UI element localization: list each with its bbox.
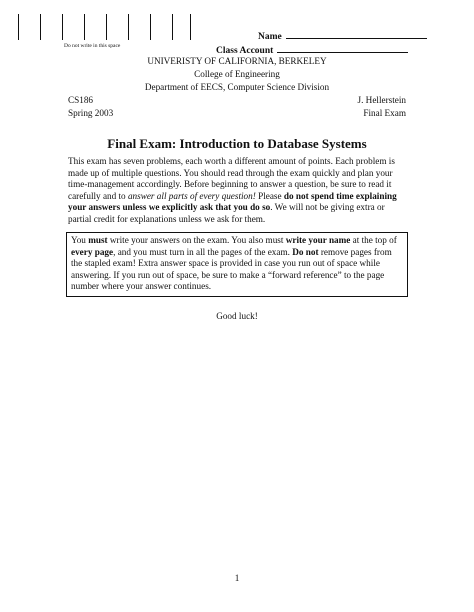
class-account-label: Class Account bbox=[216, 46, 274, 56]
notice-bold: write your name bbox=[285, 235, 351, 245]
intro-bold: do not spend time explaining your answers unless we explicitly ask that you do so bbox=[68, 190, 397, 212]
university-name: UNIVERISTY OF CALIFORNIA, BERKELEY bbox=[147, 56, 327, 66]
closing-text: Good luck! bbox=[216, 311, 258, 321]
tick-mark bbox=[62, 14, 63, 40]
tick-mark bbox=[40, 14, 41, 40]
tick-mark bbox=[18, 14, 19, 40]
college-name: College of Engineering bbox=[194, 69, 280, 79]
instructions-box bbox=[66, 232, 408, 297]
intro-emphasis: answer all parts of every question! bbox=[127, 190, 256, 201]
notice-text: remove pages from the stapled exam! Extra answer space is provided in case you run out of space while answering. If you run out of space, be sure to make a “forward reference” to the page number where your answer continues. bbox=[71, 246, 392, 291]
course-term: Spring 2003 bbox=[68, 108, 114, 118]
notice-text: You bbox=[71, 235, 89, 245]
instructor-name: J. Hellerstein bbox=[357, 95, 406, 105]
notice-text: , and you must turn in all the pages of the exam. bbox=[113, 246, 293, 257]
intro-paragraph bbox=[68, 156, 408, 225]
name-label: Name bbox=[258, 32, 282, 42]
class-account-blank-line[interactable] bbox=[277, 43, 408, 53]
no-write-note: Do not write in this space bbox=[64, 43, 121, 49]
intro-text: Please bbox=[255, 190, 284, 201]
notice-bold: must bbox=[88, 235, 108, 245]
name-field[interactable] bbox=[258, 29, 427, 42]
exam-type: Final Exam bbox=[363, 108, 406, 118]
notice-text: at the top of bbox=[350, 235, 397, 245]
intro-text: . We will not be giving extra or partial credit for explanations unless we ask for them. bbox=[68, 202, 385, 224]
page-number: 1 bbox=[234, 573, 240, 583]
notice-bold: every page bbox=[71, 246, 114, 257]
exam-title: Final Exam: Introduction to Database Systems bbox=[107, 136, 367, 151]
tick-mark bbox=[190, 14, 191, 40]
course-code: CS186 bbox=[68, 95, 94, 105]
notice-bold: Do not bbox=[292, 246, 319, 257]
tick-mark bbox=[84, 14, 85, 40]
name-blank-line[interactable] bbox=[286, 29, 427, 39]
tick-mark bbox=[106, 14, 107, 40]
grading-tick-marks bbox=[18, 14, 198, 40]
tick-mark bbox=[150, 14, 151, 40]
notice-text: write your answers on the exam. You also must bbox=[107, 235, 286, 245]
intro-text: This exam has seven problems, each worth a different amount of points. Each problem is made up of multiple questions. You should read through the exam quickly and plan your time-management accordingly. Before beginning to answer a question, be sure to read it carefully and to bbox=[68, 156, 395, 201]
tick-mark bbox=[128, 14, 129, 40]
class-account-field[interactable] bbox=[216, 43, 408, 56]
department-name: Department of EECS, Computer Science Division bbox=[144, 82, 330, 92]
tick-mark bbox=[172, 14, 173, 40]
